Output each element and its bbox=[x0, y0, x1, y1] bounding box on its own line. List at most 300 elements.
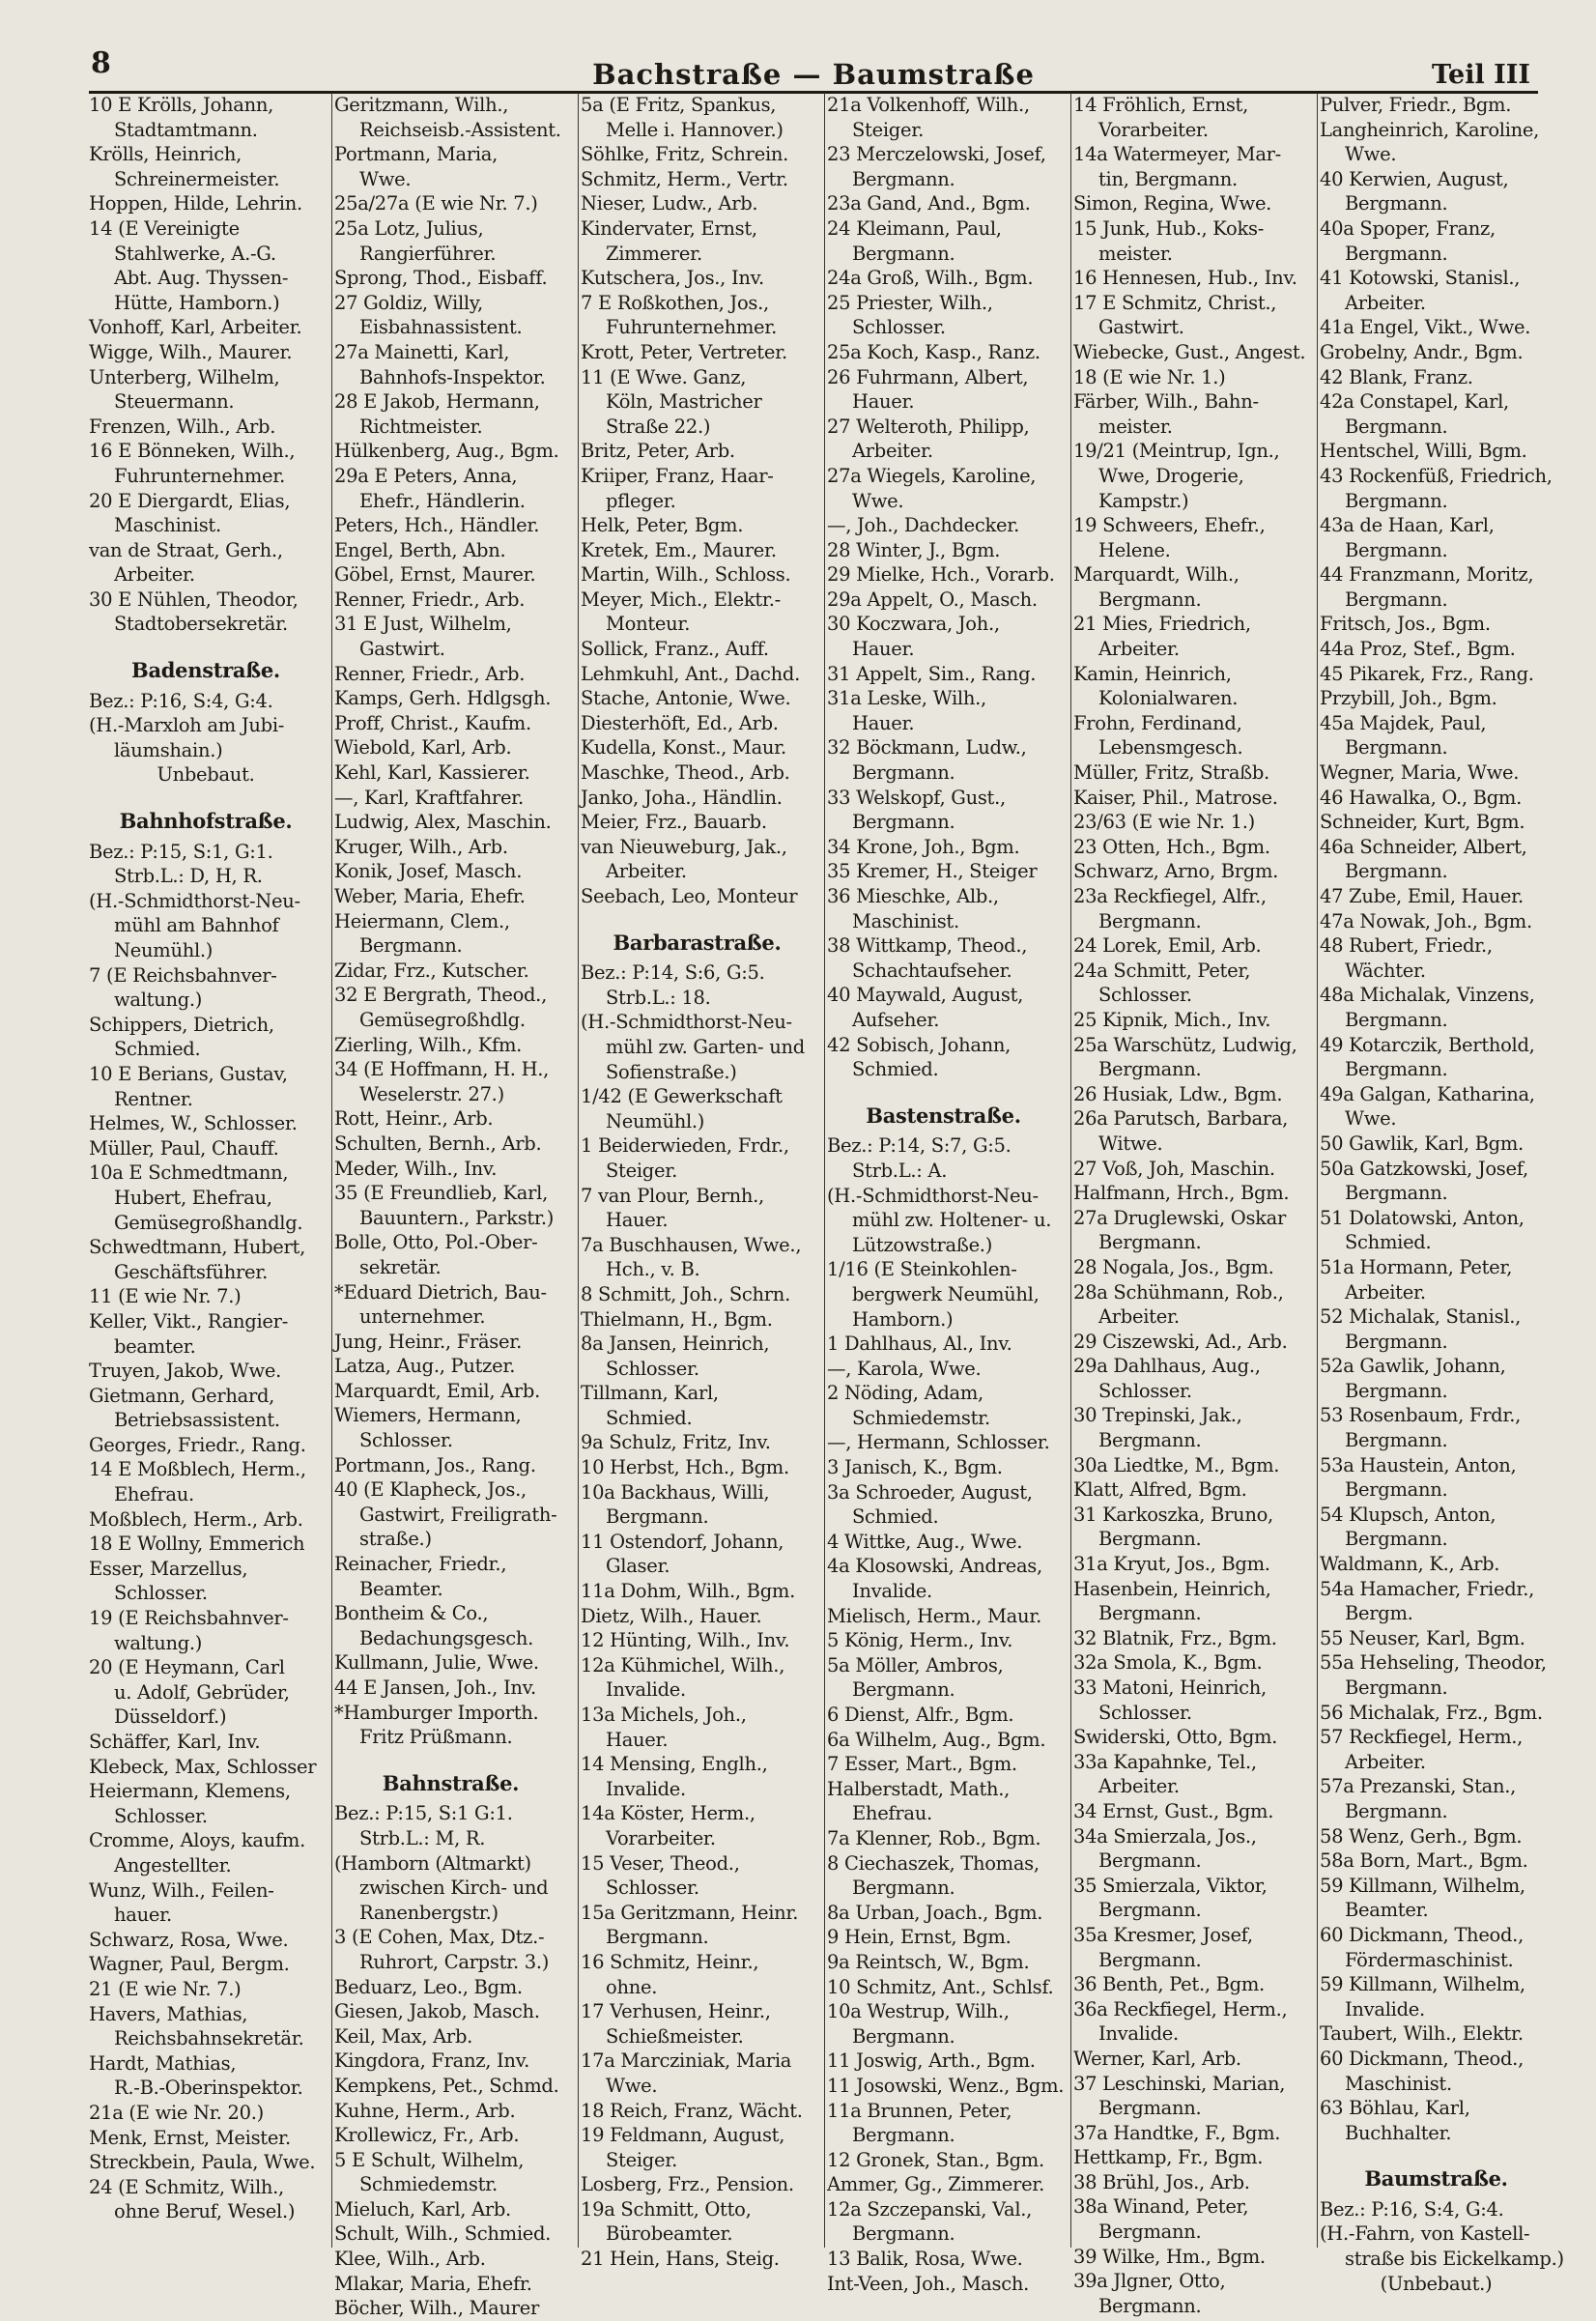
directory-line: 23a Gand, And., Bgm. bbox=[827, 192, 1031, 215]
directory-line: 58 Wenz, Gerh., Bgm. bbox=[1320, 1824, 1523, 1848]
directory-line: Schneider, Kurt, Bgm. bbox=[1320, 811, 1525, 834]
directory-line: 59 Killmann, Wilhelm, bbox=[1320, 1874, 1525, 1897]
directory-line: Schmiedemstr. bbox=[852, 1406, 990, 1429]
directory-line: 23/63 (E wie Nr. 1.) bbox=[1073, 811, 1255, 834]
directory-line: 40 Kerwien, August, bbox=[1320, 167, 1509, 190]
directory-line: 17a Marcziniak, Maria bbox=[581, 2049, 792, 2073]
directory-line: Invalide. bbox=[1098, 2022, 1179, 2046]
directory-line: Bergmann. bbox=[1345, 736, 1448, 759]
directory-line: Betriebsassistent. bbox=[114, 1409, 280, 1432]
directory-line: ohne Beruf, Wesel.) bbox=[114, 2200, 296, 2223]
directory-line: 7a Buschhausen, Wwe., bbox=[581, 1233, 802, 1256]
directory-line: Wiebecke, Gust., Angest. bbox=[1073, 340, 1306, 363]
directory-line: 24a Groß, Wilh., Bgm. bbox=[827, 267, 1034, 290]
directory-line: 14 Mensing, Englh., bbox=[581, 1753, 768, 1776]
directory-line: 49a Galgan, Katharina, bbox=[1320, 1082, 1535, 1105]
directory-line: Schlosser. bbox=[359, 1429, 453, 1452]
directory-line: Lebensmgesch. bbox=[1098, 736, 1243, 759]
directory-line: pfleger. bbox=[606, 489, 676, 512]
directory-line: 43 Rockenfüß, Friedrich, bbox=[1320, 464, 1553, 487]
running-title: Bachstraße — Baumstraße bbox=[592, 58, 1035, 91]
directory-line: 33a Kapahnke, Tel., bbox=[1073, 1750, 1257, 1773]
directory-line: Losberg, Frz., Pension. bbox=[581, 2173, 794, 2196]
directory-line: 25a Koch, Kasp., Ranz. bbox=[827, 340, 1040, 363]
directory-line: Melle i. Hannover.) bbox=[606, 118, 784, 141]
directory-line: Hauer. bbox=[852, 711, 915, 734]
directory-line: 38 Brühl, Jos., Arb. bbox=[1073, 2170, 1250, 2193]
directory-line: (H.-Fahrn, von Kastell- bbox=[1320, 2222, 1530, 2246]
directory-line: 18 E Wollny, Emmerich bbox=[89, 1533, 305, 1556]
directory-line: Simon, Regina, Wwe. bbox=[1073, 192, 1272, 215]
directory-line: Wwe. bbox=[359, 167, 412, 190]
directory-line: 30 Trepinski, Jak., bbox=[1073, 1404, 1242, 1427]
directory-line: Beduarz, Leo., Bgm. bbox=[334, 1975, 523, 1998]
directory-line: Mlakar, Maria, Ehefr. bbox=[334, 2272, 532, 2295]
directory-line: Arbeiter. bbox=[1098, 638, 1180, 661]
directory-line: 45 Pikarek, Frz., Rang. bbox=[1320, 662, 1534, 685]
directory-line: Wegner, Maria, Wwe. bbox=[1320, 761, 1520, 785]
directory-line: Bergmann. bbox=[852, 242, 955, 265]
directory-line: Renner, Friedr., Arb. bbox=[334, 587, 526, 611]
directory-line: Werner, Karl, Arb. bbox=[1073, 2047, 1241, 2070]
directory-line: waltung.) bbox=[114, 989, 203, 1012]
directory-line: Kuhne, Herm., Arb. bbox=[334, 2099, 516, 2122]
directory-line: 11 Josowski, Wenz., Bgm. bbox=[827, 2074, 1065, 2097]
directory-line: 32 E Bergrath, Theod., bbox=[334, 984, 547, 1007]
directory-line: Bedachungsgesch. bbox=[359, 1626, 533, 1649]
directory-line: 8 Schmitt, Joh., Schrn. bbox=[581, 1282, 790, 1305]
directory-line: 28a Schühmann, Rob., bbox=[1073, 1280, 1284, 1304]
directory-line: (H.-Schmidthorst-Neu- bbox=[581, 1011, 792, 1034]
directory-line: beamter. bbox=[114, 1334, 196, 1358]
directory-line: Schmiedemstr. bbox=[359, 2173, 498, 2196]
directory-line: 27 Voß, Joh, Maschin. bbox=[1073, 1157, 1275, 1180]
directory-line: 54a Hamacher, Friedr., bbox=[1320, 1577, 1535, 1600]
directory-line: 30a Liedtke, M., Bgm. bbox=[1073, 1453, 1280, 1476]
directory-line: waltung.) bbox=[114, 1631, 203, 1654]
directory-line: Bergmann. bbox=[1345, 860, 1448, 883]
directory-line: Portmann, Jos., Rang. bbox=[334, 1453, 536, 1476]
directory-line: 4a Klosowski, Andreas, bbox=[827, 1555, 1042, 1578]
directory-line: Bergmann. bbox=[1345, 1676, 1448, 1699]
directory-line: 7 van Plour, Bernh., bbox=[581, 1184, 764, 1207]
directory-line: Martin, Wilh., Schloss. bbox=[581, 563, 791, 587]
directory-line: 36 Benth, Pet., Bgm. bbox=[1073, 1973, 1265, 1996]
directory-line: Arbeiter. bbox=[1098, 1305, 1180, 1329]
directory-line: 14 Fröhlich, Ernst, bbox=[1073, 94, 1248, 116]
directory-line: Schlosser. bbox=[606, 1877, 699, 1900]
directory-line: 12 Hünting, Wilh., Inv. bbox=[581, 1629, 790, 1652]
directory-line: Streckbein, Paula, Wwe. bbox=[89, 2151, 316, 2174]
directory-line: Kamin, Heinrich, bbox=[1073, 662, 1232, 685]
directory-line: 21 (E wie Nr. 7.) bbox=[89, 1977, 242, 2000]
directory-line: 18 (E wie Nr. 1.) bbox=[1073, 365, 1226, 388]
directory-line: Angestellter. bbox=[114, 1853, 232, 1877]
directory-line: 27 Welteroth, Philipp, bbox=[827, 415, 1030, 438]
directory-line: Strb.L.: M, R. bbox=[359, 1826, 486, 1849]
directory-line: 42 Sobisch, Johann, bbox=[827, 1033, 1012, 1056]
directory-line: 9a Reintsch, W., Bgm. bbox=[827, 1950, 1030, 1973]
directory-line: Sollick, Franz., Auff. bbox=[581, 638, 769, 661]
directory-line: (Unbebaut.) bbox=[1380, 2272, 1493, 2295]
directory-line: 40 (E Klapheck, Jos., bbox=[334, 1478, 527, 1502]
directory-line: Hettkamp, Fr., Bgm. bbox=[1073, 2146, 1264, 2169]
directory-line: 9a Schulz, Fritz, Inv. bbox=[581, 1431, 771, 1454]
directory-line: Stadtobersekretär. bbox=[114, 613, 288, 636]
directory-line: Arbeiter. bbox=[1345, 291, 1426, 314]
directory-line: Marquardt, Emil, Arb. bbox=[334, 1379, 540, 1402]
directory-line: 44 E Jansen, Joh., Inv. bbox=[334, 1676, 536, 1699]
directory-line: 10 E Berians, Gustav, bbox=[89, 1062, 288, 1085]
directory-line: Steuermann. bbox=[114, 390, 235, 414]
directory-line: 29a Appelt, O., Masch. bbox=[827, 587, 1038, 611]
directory-line: Schmitz, Herm., Vertr. bbox=[581, 167, 788, 190]
directory-line: Bergmann. bbox=[852, 811, 955, 834]
directory-line: Bergmann. bbox=[852, 1678, 955, 1702]
directory-line: Beamter. bbox=[1345, 1899, 1429, 1922]
directory-line: Schwarz, Rosa, Wwe. bbox=[89, 1928, 289, 1951]
directory-line: Hentschel, Willi, Bgm. bbox=[1320, 440, 1527, 463]
directory-line: Hauer. bbox=[606, 1209, 669, 1232]
directory-line: Stadtamtmann. bbox=[114, 118, 258, 141]
directory-line: Kingdora, Franz, Inv. bbox=[334, 2049, 529, 2073]
directory-line: Bez.: P:16, S:4, G:4. bbox=[89, 689, 273, 712]
directory-line: 54 Klupsch, Anton, bbox=[1320, 1503, 1496, 1526]
directory-line: Bauuntern., Parkstr.) bbox=[359, 1206, 555, 1229]
directory-line: Bergmann. bbox=[1098, 2294, 1202, 2317]
directory-line: Abt. Aug. Thyssen- bbox=[114, 267, 289, 290]
directory-line: 55 Neuser, Karl, Bgm. bbox=[1320, 1626, 1525, 1649]
directory-line: 25a/27a (E wie Nr. 7.) bbox=[334, 192, 538, 215]
directory-line: 35 Kremer, H., Steiger bbox=[827, 860, 1038, 883]
directory-line: straße bis Eickelkamp.) bbox=[1345, 2248, 1564, 2271]
directory-line: Menk, Ernst, Meister. bbox=[89, 2126, 291, 2149]
directory-line: Wwe. bbox=[606, 2074, 658, 2097]
directory-line: ohne. bbox=[606, 1975, 658, 1998]
directory-line: Gastwirt, Freiligrath- bbox=[359, 1503, 557, 1526]
directory-line: 48a Michalak, Vinzens, bbox=[1320, 984, 1535, 1007]
directory-line: 37 Leschinski, Marian, bbox=[1073, 2072, 1286, 2095]
directory-line: Janko, Joha., Händlin. bbox=[581, 786, 783, 809]
directory-line: 31 E Just, Wilhelm, bbox=[334, 613, 512, 636]
directory-line: Glaser. bbox=[606, 1555, 670, 1578]
directory-line: 34 Krone, Joh., Bgm. bbox=[827, 835, 1020, 858]
directory-line: Kolonialwaren. bbox=[1098, 687, 1239, 710]
directory-line: Beamter. bbox=[359, 1577, 443, 1600]
directory-line: Bergmann. bbox=[1098, 1429, 1202, 1452]
directory-line: Unterberg, Wilhelm, bbox=[89, 365, 280, 388]
directory-line: Zierling, Wilh., Kfm. bbox=[334, 1033, 523, 1056]
column-2 bbox=[331, 93, 569, 2320]
directory-line: Fritsch, Jos., Bgm. bbox=[1320, 613, 1491, 636]
directory-line: Havers, Mathias, bbox=[89, 2002, 248, 2025]
directory-line: Hasenbein, Heinrich, bbox=[1073, 1577, 1271, 1600]
directory-line: Schießmeister. bbox=[606, 2024, 744, 2048]
directory-line: Rott, Heinr., Arb. bbox=[334, 1107, 494, 1131]
directory-line: Klebeck, Max, Schlosser bbox=[89, 1755, 317, 1778]
directory-line: Bergmann. bbox=[1345, 1429, 1448, 1452]
column-5 bbox=[1070, 93, 1308, 2317]
directory-line: 39a Jlgner, Otto, bbox=[1073, 2270, 1226, 2293]
directory-line: Vorarbeiter. bbox=[606, 1826, 716, 1849]
directory-line: Arbeiter. bbox=[114, 563, 195, 587]
directory-line: Dietz, Wilh., Hauer. bbox=[581, 1604, 762, 1627]
directory-line: Konik, Josef, Masch. bbox=[334, 860, 523, 883]
directory-line: 3a Schroeder, August, bbox=[827, 1480, 1033, 1504]
directory-line: Bergmann. bbox=[1345, 1379, 1448, 1402]
directory-line: 2 Nöding, Adam, bbox=[827, 1382, 983, 1405]
directory-line: 46 Hawalka, O., Bgm. bbox=[1320, 786, 1522, 809]
directory-line: 35a Kresmer, Josef, bbox=[1073, 1923, 1253, 1946]
directory-line: Söhlke, Fritz, Schrein. bbox=[581, 143, 789, 166]
directory-line: 19a Schmitt, Otto, bbox=[581, 2197, 752, 2221]
directory-line: 10a E Schmedtmann, bbox=[89, 1161, 289, 1185]
directory-line: Ehefrau. bbox=[852, 1802, 932, 1825]
directory-line: Maschinist. bbox=[1345, 2072, 1452, 2095]
directory-line: 27a Mainetti, Karl, bbox=[334, 340, 510, 363]
directory-line: Strb.L.: 18. bbox=[606, 986, 711, 1009]
directory-line: u. Adolf, Gebrüder, bbox=[114, 1680, 290, 1704]
directory-line: Georges, Friedr., Rang. bbox=[89, 1433, 306, 1456]
directory-line: Düsseldorf.) bbox=[114, 1705, 227, 1729]
directory-line: Kempkens, Pet., Schmd. bbox=[334, 2074, 559, 2097]
directory-line: 5 E Schult, Wilhelm, bbox=[334, 2148, 525, 2171]
directory-line: Maschinist. bbox=[114, 514, 221, 537]
directory-line: Latza, Aug., Putzer. bbox=[334, 1355, 516, 1378]
directory-line: Wwe. bbox=[852, 489, 904, 512]
directory-line: 24 Kleimann, Paul, bbox=[827, 216, 1002, 240]
directory-line: Lützowstraße.) bbox=[852, 1233, 993, 1256]
directory-line: Frenzen, Wilh., Arb. bbox=[89, 415, 276, 438]
directory-line: Schmied. bbox=[606, 1406, 693, 1429]
directory-line: Ruhrort, Carpstr. 3.) bbox=[359, 1950, 550, 1973]
directory-line: Ehefrau. bbox=[114, 1483, 194, 1506]
directory-line: 51a Hormann, Peter, bbox=[1320, 1255, 1513, 1278]
directory-line: 60 Dickmann, Theod., bbox=[1320, 2047, 1524, 2070]
directory-line: Schlosser. bbox=[852, 316, 946, 339]
directory-line: Pulver, Friedr., Bgm. bbox=[1320, 94, 1512, 116]
directory-line: 45a Majdek, Paul, bbox=[1320, 711, 1487, 734]
directory-line: Kindervater, Ernst, bbox=[581, 216, 757, 240]
directory-line: Wächter. bbox=[1345, 959, 1426, 982]
directory-line: Bergmann. bbox=[1098, 1849, 1202, 1873]
directory-line: Hauer. bbox=[852, 638, 915, 661]
directory-line: Helmes, W., Schlosser. bbox=[89, 1112, 298, 1135]
directory-line: Schmied. bbox=[852, 1505, 939, 1529]
directory-line: 1 Beiderwieden, Frdr., bbox=[581, 1134, 789, 1158]
directory-line: Ludwig, Alex, Maschin. bbox=[334, 811, 552, 834]
directory-line: Kruger, Wilh., Arb. bbox=[334, 835, 508, 858]
directory-line: 34 (E Hoffmann, H. H., bbox=[334, 1058, 550, 1081]
directory-line: 26 Fuhrmann, Albert, bbox=[827, 365, 1029, 388]
directory-line: Wunz, Wilh., Feilen- bbox=[89, 1878, 274, 1902]
directory-line: Böcher, Wilh., Maurer bbox=[334, 2297, 540, 2320]
directory-line: Bergmann. bbox=[1345, 415, 1448, 438]
directory-line: Schmied. bbox=[114, 1038, 201, 1061]
directory-line: 3 (E Cohen, Max, Dtz.- bbox=[334, 1926, 545, 1949]
directory-line: van de Straat, Gerh., bbox=[89, 538, 283, 561]
directory-line: Hoppen, Hilde, Lehrin. bbox=[89, 192, 302, 215]
directory-line: 33 Welskopf, Gust., bbox=[827, 786, 1006, 809]
directory-line: 40a Spoper, Franz, bbox=[1320, 216, 1496, 240]
directory-line: 25 Kipnik, Mich., Inv. bbox=[1073, 1008, 1271, 1031]
directory-line: Wwe, Drogerie, bbox=[1098, 464, 1244, 487]
directory-line: Steiger. bbox=[606, 2148, 677, 2171]
directory-line: 14 (E Vereinigte bbox=[89, 216, 240, 240]
directory-line: Schlosser. bbox=[1098, 984, 1192, 1007]
directory-line: Renner, Friedr., Arb. bbox=[334, 662, 526, 685]
directory-line: 52 Michalak, Stanisl., bbox=[1320, 1305, 1522, 1329]
directory-line: Bez.: P:16, S:4, G:4. bbox=[1320, 2197, 1504, 2221]
directory-line: 15 Veser, Theod., bbox=[581, 1851, 740, 1875]
directory-line: Wiemers, Hermann, bbox=[334, 1404, 522, 1427]
directory-line: Bürobeamter. bbox=[606, 2222, 733, 2246]
directory-line: 52a Gawlik, Johann, bbox=[1320, 1355, 1506, 1378]
directory-line: 33 Matoni, Heinrich, bbox=[1073, 1676, 1267, 1699]
directory-line: Bergmann. bbox=[852, 167, 955, 190]
directory-line: 58a Born, Mart., Bgm. bbox=[1320, 1849, 1528, 1873]
directory-line: Stahlwerke, A.-G. bbox=[114, 242, 276, 265]
street-heading: Bastenstraße. bbox=[866, 1103, 1021, 1128]
directory-line: 21 Hein, Hans, Steig. bbox=[581, 2248, 780, 2271]
directory-line: Arbeiter. bbox=[852, 440, 933, 463]
directory-line: Engel, Berth, Abn. bbox=[334, 538, 506, 561]
directory-line: mühl am Bahnhof bbox=[114, 914, 279, 937]
directory-line: Bergmann. bbox=[1098, 1899, 1202, 1922]
directory-line: 11 Joswig, Arth., Bgm. bbox=[827, 2049, 1036, 2073]
directory-line: Fuhrunternehmer. bbox=[606, 316, 778, 339]
directory-line: Rangierführer. bbox=[359, 242, 497, 265]
directory-line: 20 E Diergardt, Elias, bbox=[89, 489, 291, 512]
directory-line: Gemüsegroßhdlg. bbox=[359, 1008, 526, 1031]
directory-line: Lehmkuhl, Ant., Dachd. bbox=[581, 662, 801, 685]
directory-line: 48 Rubert, Friedr., bbox=[1320, 934, 1493, 958]
directory-line: 5 König, Herm., Inv. bbox=[827, 1629, 1013, 1652]
directory-line: 34 Ernst, Gust., Bgm. bbox=[1073, 1799, 1274, 1822]
directory-line: 40 Maywald, August, bbox=[827, 984, 1024, 1007]
directory-line: Neumühl.) bbox=[114, 939, 214, 961]
directory-line: Bergmann. bbox=[1345, 192, 1448, 215]
directory-line: Langheinrich, Karoline, bbox=[1320, 118, 1540, 141]
directory-line: Britz, Peter, Arb. bbox=[581, 440, 735, 463]
directory-line: Meier, Frz., Bauarb. bbox=[581, 811, 767, 834]
directory-line: Sofienstraße.) bbox=[606, 1060, 737, 1083]
directory-line: Bergmann. bbox=[852, 2124, 955, 2147]
directory-line: 12a Kühmichel, Wilh., bbox=[581, 1653, 785, 1676]
directory-line: 26a Parutsch, Barbara, bbox=[1073, 1107, 1289, 1131]
directory-line: Taubert, Wilh., Elektr. bbox=[1320, 2022, 1524, 2046]
directory-line: Straße 22.) bbox=[606, 415, 711, 438]
directory-line: 23a Reckfiegel, Alfr., bbox=[1073, 885, 1267, 907]
directory-line: 35 (E Freundlieb, Karl, bbox=[334, 1182, 548, 1205]
directory-line: 10 E Krölls, Johann, bbox=[89, 94, 274, 116]
directory-line: Bergmann. bbox=[1345, 1008, 1448, 1031]
directory-line: 56 Michalak, Frz., Bgm. bbox=[1320, 1701, 1543, 1724]
directory-line: (H.-Marxloh am Jubi- bbox=[89, 714, 285, 737]
directory-line: Mielisch, Herm., Maur. bbox=[827, 1604, 1041, 1627]
directory-line: Stache, Antonie, Wwe. bbox=[581, 687, 791, 710]
directory-line: Maschinist. bbox=[852, 909, 959, 932]
directory-line: 53 Rosenbaum, Frdr., bbox=[1320, 1404, 1522, 1427]
directory-line: —, Karola, Wwe. bbox=[827, 1357, 982, 1380]
directory-line: 17 E Schmitz, Christ., bbox=[1073, 291, 1277, 314]
directory-line: sekretär. bbox=[359, 1255, 442, 1278]
directory-line: Portmann, Maria, bbox=[334, 143, 499, 166]
directory-line: Schmied. bbox=[852, 1058, 939, 1081]
directory-line: Marquardt, Wilh., bbox=[1073, 563, 1240, 587]
directory-line: 14a Köster, Herm., bbox=[581, 1802, 755, 1825]
directory-line: Weselerstr. 27.) bbox=[359, 1082, 504, 1105]
directory-line: Jung, Heinr., Fräser. bbox=[334, 1330, 523, 1353]
directory-line: Müller, Paul, Chauff. bbox=[89, 1136, 279, 1160]
directory-line: 57a Prezanski, Stan., bbox=[1320, 1775, 1517, 1798]
directory-line: läumshain.) bbox=[114, 738, 223, 761]
directory-line: Thielmann, H., Bgm. bbox=[581, 1307, 773, 1331]
directory-line: 27a Druglewski, Oskar bbox=[1073, 1206, 1287, 1229]
directory-line: Kutschera, Jos., Inv. bbox=[581, 267, 764, 290]
directory-line: Diesterhöft, Ed., Arb. bbox=[581, 711, 779, 734]
directory-line: Geschäftsführer. bbox=[114, 1260, 269, 1283]
directory-line: 20 (E Heymann, Carl bbox=[89, 1656, 285, 1679]
directory-line: 27 Goldiz, Willy, bbox=[334, 291, 483, 314]
directory-line: 59 Killmann, Wilhelm, bbox=[1320, 1973, 1525, 1996]
directory-line: —, Hermann, Schlosser. bbox=[827, 1431, 1050, 1454]
directory-line: Heiermann, Clem., bbox=[334, 909, 510, 932]
directory-line: Schlosser. bbox=[114, 1582, 208, 1605]
directory-line: 8 Ciechaszek, Thomas, bbox=[827, 1851, 1040, 1875]
directory-line: Strb.L.: D, H, R. bbox=[114, 865, 263, 888]
directory-line: Köln, Mastricher bbox=[606, 390, 762, 414]
directory-line: 42 Blank, Franz. bbox=[1320, 365, 1473, 388]
directory-line: Wwe. bbox=[1345, 1107, 1397, 1131]
directory-line: 30 Koczwara, Joh., bbox=[827, 613, 1000, 636]
directory-line: 10a Westrup, Wilh., bbox=[827, 2000, 1010, 2023]
directory-line: 46a Schneider, Albert, bbox=[1320, 835, 1527, 858]
directory-line: 32a Smola, K., Bgm. bbox=[1073, 1651, 1263, 1675]
directory-line: 10a Backhaus, Willi, bbox=[581, 1480, 770, 1504]
directory-line: 13a Michels, Joh., bbox=[581, 1704, 747, 1726]
directory-line: 11 Ostendorf, Johann, bbox=[581, 1530, 784, 1553]
directory-line: mühl zw. Garten- und bbox=[606, 1035, 805, 1058]
directory-line: Bergmann. bbox=[606, 1926, 709, 1949]
directory-line: 41a Engel, Vikt., Wwe. bbox=[1320, 316, 1531, 339]
directory-line: Przybill, Joh., Bgm. bbox=[1320, 687, 1497, 710]
directory-line: Strb.L.: A. bbox=[852, 1159, 948, 1182]
directory-line: 30 E Nühlen, Theodor, bbox=[89, 587, 299, 611]
directory-line: Neumühl.) bbox=[606, 1109, 705, 1132]
directory-line: 24a Schmitt, Peter, bbox=[1073, 959, 1251, 982]
directory-line: 25a Warschütz, Ludwig, bbox=[1073, 1033, 1297, 1056]
directory-line: Moßblech, Herm., Arb. bbox=[89, 1507, 303, 1531]
directory-line: 11 (E Wwe. Ganz, bbox=[581, 365, 747, 388]
directory-line: Färber, Wilh., Bahn- bbox=[1073, 390, 1259, 414]
directory-line: 51 Dolatowski, Anton, bbox=[1320, 1206, 1525, 1229]
directory-line: 36 Mieschke, Alb., bbox=[827, 885, 999, 907]
directory-line: 8a Urban, Joach., Bgm. bbox=[827, 1901, 1043, 1924]
directory-line: 5a (E Fritz, Spankus, bbox=[581, 94, 777, 116]
directory-line: 16 E Bönneken, Wilh., bbox=[89, 440, 296, 463]
directory-line: 6 Dienst, Alfr., Bgm. bbox=[827, 1704, 1014, 1726]
directory-line: 15 Junk, Hub., Koks- bbox=[1073, 216, 1264, 240]
street-heading: Baumstraße. bbox=[1364, 2166, 1508, 2192]
directory-line: Schippers, Dietrich, bbox=[89, 1013, 274, 1036]
directory-line: Kamps, Gerh. Hdlgsgh. bbox=[334, 687, 552, 710]
directory-line: Bergmann. bbox=[1098, 1058, 1202, 1081]
directory-line: 8a Jansen, Heinrich, bbox=[581, 1332, 770, 1356]
directory-line: Bez.: P:15, S:1, G:1. bbox=[89, 840, 273, 863]
directory-line: Heiermann, Klemens, bbox=[89, 1780, 291, 1803]
directory-line: Bergmann. bbox=[1098, 1948, 1202, 1971]
